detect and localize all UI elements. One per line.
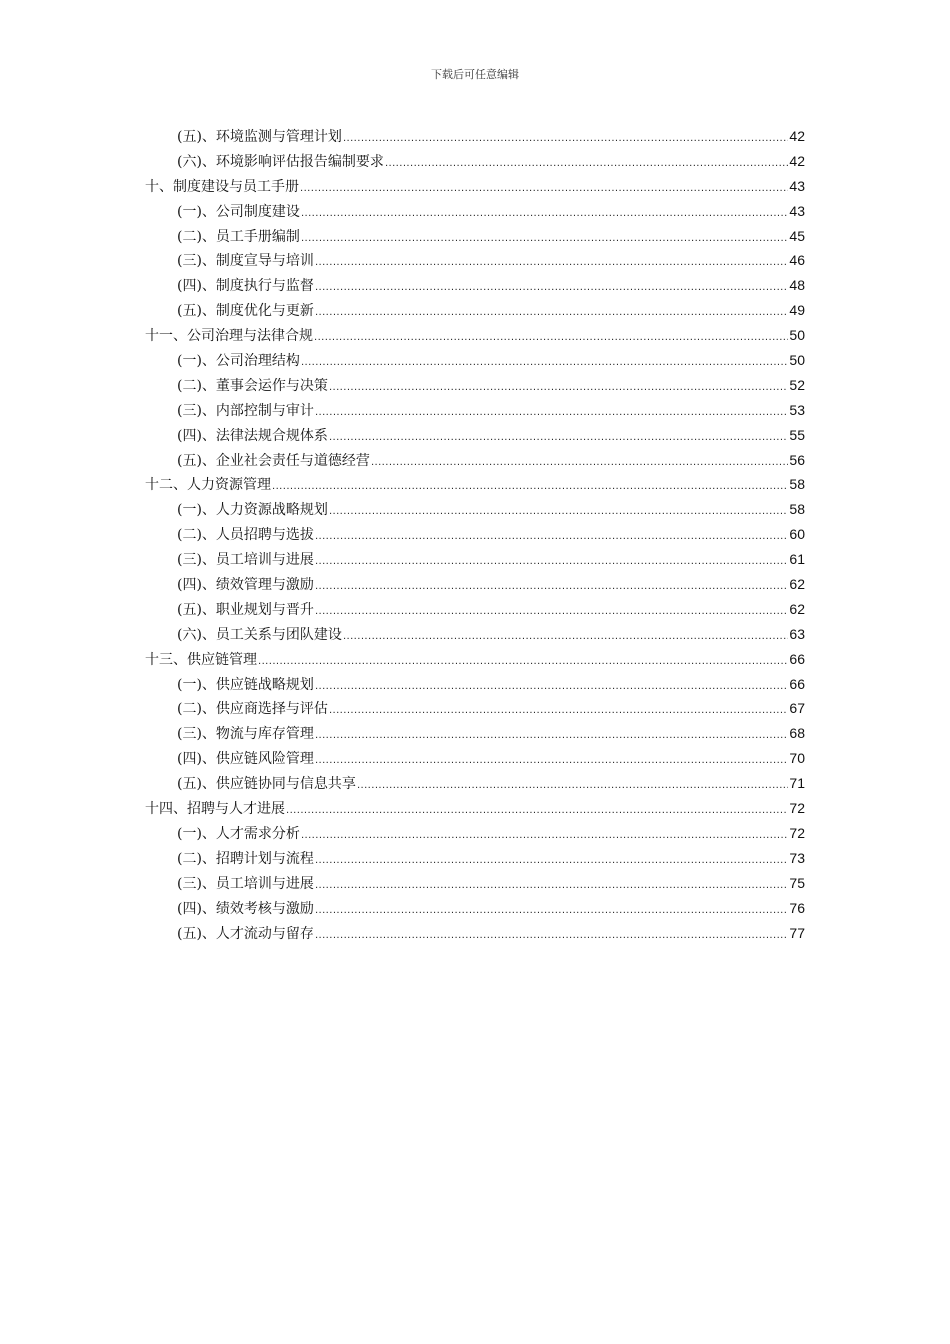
toc-entry-label: (五)、制度优化与更新 bbox=[177, 303, 314, 320]
toc-page-number: 61 bbox=[789, 551, 805, 568]
toc-section-entry[interactable] bbox=[145, 622, 805, 647]
toc-dot-leader bbox=[272, 475, 788, 500]
toc-section-entry[interactable] bbox=[145, 696, 805, 721]
toc-entry-label: (四)、制度执行与监督 bbox=[177, 278, 314, 295]
toc-dot-leader bbox=[301, 202, 788, 227]
toc-page-number: 60 bbox=[789, 526, 805, 543]
toc-page-number: 48 bbox=[789, 277, 805, 294]
toc-chapter-entry[interactable] bbox=[145, 472, 805, 497]
toc-page-number: 58 bbox=[789, 476, 805, 493]
toc-entry-label: (三)、员工培训与进展 bbox=[177, 552, 314, 569]
toc-dot-leader bbox=[315, 251, 788, 276]
toc-section-entry[interactable] bbox=[145, 871, 805, 896]
toc-chapter-entry[interactable] bbox=[145, 323, 805, 348]
page-header: 下载后可任意编辑 bbox=[431, 68, 519, 81]
toc-dot-leader bbox=[315, 849, 788, 874]
toc-entry-label: (六)、员工关系与团队建设 bbox=[177, 626, 342, 643]
toc-dot-leader bbox=[315, 600, 788, 625]
toc-page-number: 52 bbox=[789, 376, 805, 393]
toc-dot-leader bbox=[286, 799, 788, 824]
toc-dot-leader bbox=[301, 824, 788, 849]
toc-section-entry[interactable] bbox=[145, 547, 805, 572]
toc-entry-label: (四)、供应链风险管理 bbox=[177, 751, 314, 768]
toc-dot-leader bbox=[301, 227, 788, 252]
toc-page-number: 63 bbox=[789, 625, 805, 642]
toc-page-number: 71 bbox=[789, 775, 805, 792]
toc-page-number: 50 bbox=[789, 352, 805, 369]
toc-entry-label: (一)、公司制度建设 bbox=[177, 203, 300, 220]
toc-entry-label: (二)、招聘计划与流程 bbox=[177, 850, 314, 867]
toc-dot-leader bbox=[315, 749, 788, 774]
toc-dot-leader bbox=[357, 774, 788, 799]
toc-section-entry[interactable] bbox=[145, 398, 805, 423]
toc-page-number: 46 bbox=[789, 252, 805, 269]
toc-entry-label: 十四、招聘与人才进展 bbox=[145, 801, 285, 818]
toc-entry-label: (二)、员工手册编制 bbox=[177, 228, 300, 245]
toc-entry-label: (一)、人力资源战略规划 bbox=[177, 502, 328, 519]
toc-dot-leader bbox=[315, 899, 788, 924]
toc-entry-label: (五)、企业社会责任与道德经营 bbox=[177, 452, 370, 469]
toc-page-number: 49 bbox=[789, 302, 805, 319]
toc-page-number: 72 bbox=[789, 800, 805, 817]
toc-section-entry[interactable] bbox=[145, 423, 805, 448]
toc-entry-label: 十二、人力资源管理 bbox=[145, 477, 271, 494]
toc-dot-leader bbox=[329, 699, 788, 724]
toc-dot-leader bbox=[315, 575, 788, 600]
toc-page-number: 55 bbox=[789, 426, 805, 443]
toc-dot-leader bbox=[329, 426, 788, 451]
toc-section-entry[interactable] bbox=[145, 896, 805, 921]
toc-dot-leader bbox=[343, 625, 788, 650]
toc-section-entry[interactable] bbox=[145, 672, 805, 697]
toc-dot-leader bbox=[315, 550, 788, 575]
toc-entry-label: (三)、物流与库存管理 bbox=[177, 726, 314, 743]
toc-section-entry[interactable] bbox=[145, 448, 805, 473]
toc-section-entry[interactable] bbox=[145, 348, 805, 373]
toc-dot-leader bbox=[258, 650, 788, 675]
toc-entry-label: (四)、绩效考核与激励 bbox=[177, 900, 314, 917]
toc-dot-leader bbox=[315, 874, 788, 899]
toc-section-entry[interactable] bbox=[145, 273, 805, 298]
toc-section-entry[interactable] bbox=[145, 248, 805, 273]
toc-section-entry[interactable] bbox=[145, 846, 805, 871]
toc-entry-label: (一)、公司治理结构 bbox=[177, 353, 300, 370]
toc-entry-label: (三)、员工培训与进展 bbox=[177, 875, 314, 892]
toc-page-number: 43 bbox=[789, 202, 805, 219]
toc-page-number: 66 bbox=[789, 675, 805, 692]
toc-section-entry[interactable] bbox=[145, 497, 805, 522]
toc-entry-label: (三)、内部控制与审计 bbox=[177, 402, 314, 419]
toc-dot-leader bbox=[315, 525, 788, 550]
toc-section-entry[interactable] bbox=[145, 522, 805, 547]
toc-entry-label: (六)、环境影响评估报告编制要求 bbox=[177, 153, 384, 170]
toc-entry-label: (二)、供应商选择与评估 bbox=[177, 701, 328, 718]
toc-section-entry[interactable] bbox=[145, 224, 805, 249]
toc-section-entry[interactable] bbox=[145, 921, 805, 946]
toc-section-entry[interactable] bbox=[145, 298, 805, 323]
toc-entry-label: (二)、董事会运作与决策 bbox=[177, 377, 328, 394]
toc-page-number: 45 bbox=[789, 227, 805, 244]
toc-section-entry[interactable] bbox=[145, 199, 805, 224]
toc-page-number: 68 bbox=[789, 725, 805, 742]
toc-page-number: 62 bbox=[789, 576, 805, 593]
toc-page-number: 73 bbox=[789, 849, 805, 866]
toc-section-entry[interactable] bbox=[145, 149, 805, 174]
toc-entry-label: (四)、绩效管理与激励 bbox=[177, 577, 314, 594]
toc-entry-label: 十、制度建设与员工手册 bbox=[145, 178, 299, 195]
toc-chapter-entry[interactable] bbox=[145, 647, 805, 672]
toc-page-number: 66 bbox=[789, 650, 805, 667]
toc-entry-label: (一)、人才需求分析 bbox=[177, 825, 300, 842]
toc-dot-leader bbox=[315, 301, 788, 326]
table-of-contents bbox=[145, 124, 805, 945]
toc-section-entry[interactable] bbox=[145, 373, 805, 398]
toc-entry-label: (二)、人员招聘与选拔 bbox=[177, 527, 314, 544]
toc-section-entry[interactable] bbox=[145, 821, 805, 846]
toc-dot-leader bbox=[300, 177, 788, 202]
toc-page-number: 53 bbox=[789, 401, 805, 418]
toc-entry-label: (五)、职业规划与晋升 bbox=[177, 601, 314, 618]
toc-page-number: 42 bbox=[789, 128, 805, 144]
toc-chapter-entry[interactable] bbox=[145, 796, 805, 821]
toc-section-entry[interactable] bbox=[145, 721, 805, 746]
toc-dot-leader bbox=[315, 724, 788, 749]
toc-dot-leader bbox=[315, 401, 788, 426]
toc-page-number: 72 bbox=[789, 824, 805, 841]
toc-entry-label: 十一、公司治理与法律合规 bbox=[145, 328, 313, 345]
toc-entry-label: (五)、环境监测与管理计划 bbox=[177, 129, 342, 145]
toc-section-entry[interactable] bbox=[145, 771, 805, 796]
toc-entry-label: (三)、制度宣导与培训 bbox=[177, 253, 314, 270]
toc-section-entry[interactable] bbox=[145, 746, 805, 771]
toc-dot-leader bbox=[301, 351, 788, 376]
toc-page-number: 75 bbox=[789, 874, 805, 891]
toc-dot-leader bbox=[385, 152, 788, 177]
toc-dot-leader bbox=[315, 675, 788, 700]
toc-page-number: 77 bbox=[789, 924, 805, 941]
toc-entry-label: (一)、供应链战略规划 bbox=[177, 676, 314, 693]
toc-page-number: 76 bbox=[789, 899, 805, 916]
toc-entry-label: 十三、供应链管理 bbox=[145, 651, 257, 668]
toc-page-number: 56 bbox=[789, 451, 805, 468]
toc-dot-leader bbox=[315, 276, 788, 301]
toc-page-number: 43 bbox=[789, 177, 805, 194]
toc-page-number: 50 bbox=[789, 327, 805, 344]
toc-section-entry[interactable] bbox=[145, 597, 805, 622]
toc-entry-label: (四)、法律法规合规体系 bbox=[177, 427, 328, 444]
toc-dot-leader bbox=[314, 326, 788, 351]
toc-page-number: 62 bbox=[789, 600, 805, 617]
toc-entry-label: (五)、人才流动与留存 bbox=[177, 925, 314, 942]
toc-page-number: 42 bbox=[789, 152, 805, 169]
toc-section-entry[interactable] bbox=[145, 124, 805, 149]
toc-dot-leader bbox=[329, 376, 788, 401]
toc-entry-label: (五)、供应链协同与信息共享 bbox=[177, 776, 356, 793]
toc-page-number: 58 bbox=[789, 501, 805, 518]
toc-dot-leader bbox=[343, 127, 788, 152]
toc-dot-leader bbox=[315, 924, 788, 949]
toc-page-number: 70 bbox=[789, 750, 805, 767]
toc-chapter-entry[interactable] bbox=[145, 174, 805, 199]
toc-section-entry[interactable] bbox=[145, 572, 805, 597]
toc-dot-leader bbox=[329, 500, 788, 525]
toc-page-number: 67 bbox=[789, 700, 805, 717]
toc-dot-leader bbox=[371, 451, 788, 476]
